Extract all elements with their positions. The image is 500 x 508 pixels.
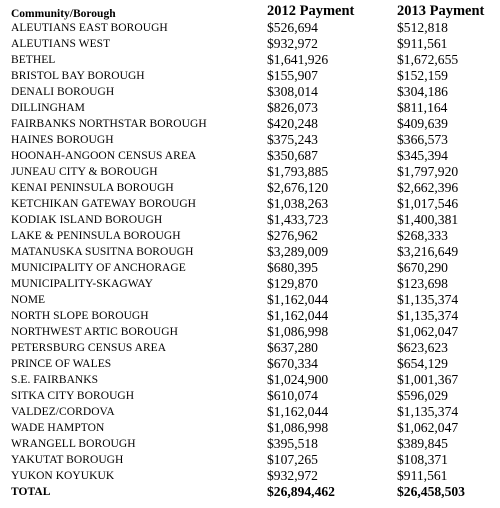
community-name: PETERSBURG CENSUS AREA xyxy=(11,342,167,354)
payment-2013: $596,029 xyxy=(397,388,448,403)
community-name: KENAI PENINSULA BOROUGH xyxy=(11,182,174,194)
table-row xyxy=(11,404,497,420)
payment-2012: $610,074 xyxy=(267,388,318,403)
community-name: MUNICIPALITY-SKAGWAY xyxy=(11,278,153,290)
payment-2013: $1,062,047 xyxy=(397,324,459,339)
payment-2013: $304,186 xyxy=(397,84,448,99)
community-name: ALEUTIANS WEST xyxy=(11,38,111,50)
table-row xyxy=(11,308,497,324)
payment-2013: $389,845 xyxy=(397,436,448,451)
payment-table xyxy=(11,1,497,500)
payment-2013: $1,400,381 xyxy=(397,212,459,227)
table-row xyxy=(11,276,497,292)
payment-2013: $654,129 xyxy=(397,356,448,371)
payment-2013: $670,290 xyxy=(397,260,448,275)
community-name: JUNEAU CITY & BOROUGH xyxy=(11,166,158,178)
payment-2013: $911,561 xyxy=(397,468,448,483)
community-name: YUKON KOYUKUK xyxy=(11,470,115,482)
payment-2012: $420,248 xyxy=(267,116,318,131)
payment-2012: $1,793,885 xyxy=(267,164,329,179)
payment-2013: $1,797,920 xyxy=(397,164,459,179)
community-name: NORTH SLOPE BOROUGH xyxy=(11,310,149,322)
payment-2012: $932,972 xyxy=(267,468,318,483)
table-row xyxy=(11,340,497,356)
table-row xyxy=(11,292,497,308)
table-row xyxy=(11,260,497,276)
table-row xyxy=(11,116,497,132)
community-name: DENALI BOROUGH xyxy=(11,86,115,98)
community-name: WRANGELL BOROUGH xyxy=(11,438,136,450)
community-name: S.E. FAIRBANKS xyxy=(11,374,99,386)
payment-2012: $395,518 xyxy=(267,436,318,451)
payment-2012: $2,676,120 xyxy=(267,180,329,195)
community-name: MATANUSKA SUSITNA BOROUGH xyxy=(11,246,194,258)
payment-2012: $350,687 xyxy=(267,148,318,163)
payment-document xyxy=(11,1,497,500)
table-row xyxy=(11,84,497,100)
payment-2012: $680,395 xyxy=(267,260,318,275)
payment-2013: $268,333 xyxy=(397,228,448,243)
community-name: LAKE & PENINSULA BOROUGH xyxy=(11,230,181,242)
payment-2012: $1,086,998 xyxy=(267,420,329,435)
table-row xyxy=(11,420,497,436)
community-name: HAINES BOROUGH xyxy=(11,134,114,146)
community-name: BETHEL xyxy=(11,54,56,66)
community-name: BRISTOL BAY BOROUGH xyxy=(11,70,145,82)
table-row xyxy=(11,356,497,372)
payment-2013: $1,672,655 xyxy=(397,52,459,67)
payment-2012: $155,907 xyxy=(267,68,318,83)
header-2013-payment: 2013 Payment xyxy=(397,3,485,19)
payment-2012: $107,265 xyxy=(267,452,318,467)
table-row xyxy=(11,52,497,68)
table-row xyxy=(11,36,497,52)
table-row xyxy=(11,436,497,452)
payment-2012: $308,014 xyxy=(267,84,318,99)
community-name: SITKA CITY BOROUGH xyxy=(11,390,135,402)
payment-2012: $932,972 xyxy=(267,36,318,51)
table-row xyxy=(11,228,497,244)
community-name: VALDEZ/CORDOVA xyxy=(11,406,115,418)
payment-2013: $409,639 xyxy=(397,116,448,131)
payment-2013: $1,001,367 xyxy=(397,372,459,387)
payment-2012: $3,289,009 xyxy=(267,244,329,259)
table-row xyxy=(11,20,497,36)
community-name: KODIAK ISLAND BOROUGH xyxy=(11,214,163,226)
payment-2012: $526,694 xyxy=(267,20,318,35)
header-community: Community/Borough xyxy=(11,8,116,20)
payment-2012: $129,870 xyxy=(267,276,318,291)
community-name: WADE HAMPTON xyxy=(11,422,105,434)
table-row xyxy=(11,100,497,116)
community-name: PRINCE OF WALES xyxy=(11,358,112,370)
payment-2012: $1,433,723 xyxy=(267,212,329,227)
total-row xyxy=(11,484,497,500)
table-row xyxy=(11,468,497,484)
payment-2012: $1,086,998 xyxy=(267,324,329,339)
payment-2013: $345,394 xyxy=(397,148,448,163)
community-name: HOONAH-ANGOON CENSUS AREA xyxy=(11,150,197,162)
payment-2013: $152,159 xyxy=(397,68,448,83)
table-row xyxy=(11,132,497,148)
payment-2013: $2,662,396 xyxy=(397,180,459,195)
table-row xyxy=(11,452,497,468)
payment-2012: $1,162,044 xyxy=(267,292,329,307)
table-row xyxy=(11,180,497,196)
payment-2012: $1,024,900 xyxy=(267,372,329,387)
payment-2013: $1,135,374 xyxy=(397,292,459,307)
payment-2012: $1,162,044 xyxy=(267,404,329,419)
payment-2012: $276,962 xyxy=(267,228,318,243)
payment-2013: $1,135,374 xyxy=(397,308,459,323)
community-name: MUNICIPALITY OF ANCHORAGE xyxy=(11,262,186,274)
community-name: FAIRBANKS NORTHSTAR BOROUGH xyxy=(11,118,207,130)
payment-2012: $375,243 xyxy=(267,132,318,147)
table-row xyxy=(11,244,497,260)
community-name: NOME xyxy=(11,294,46,306)
payment-2012: $1,641,926 xyxy=(267,52,329,67)
community-name: YAKUTAT BOROUGH xyxy=(11,454,124,466)
header-row xyxy=(11,1,497,20)
total-2012: $26,894,462 xyxy=(267,484,335,499)
payment-2012: $826,073 xyxy=(267,100,318,115)
header-2012-payment: 2012 Payment xyxy=(267,3,355,19)
payment-2013: $3,216,649 xyxy=(397,244,459,259)
table-header xyxy=(11,1,497,20)
table-row xyxy=(11,388,497,404)
payment-2013: $366,573 xyxy=(397,132,448,147)
community-name: KETCHIKAN GATEWAY BOROUGH xyxy=(11,198,197,210)
payment-2013: $108,371 xyxy=(397,452,448,467)
table-row xyxy=(11,324,497,340)
community-name: DILLINGHAM xyxy=(11,102,85,114)
total-2013: $26,458,503 xyxy=(397,484,465,499)
table-row xyxy=(11,68,497,84)
payment-2012: $670,334 xyxy=(267,356,318,371)
table-row xyxy=(11,212,497,228)
payment-2013: $623,623 xyxy=(397,340,448,355)
total-label: TOTAL xyxy=(11,486,51,498)
payment-2012: $1,162,044 xyxy=(267,308,329,323)
community-name: NORTHWEST ARTIC BOROUGH xyxy=(11,326,178,338)
table-row xyxy=(11,164,497,180)
table-row xyxy=(11,372,497,388)
table-row xyxy=(11,196,497,212)
payment-2013: $123,698 xyxy=(397,276,448,291)
payment-2012: $637,280 xyxy=(267,340,318,355)
table-body xyxy=(11,20,497,500)
payment-2013: $512,818 xyxy=(397,20,448,35)
payment-2013: $1,135,374 xyxy=(397,404,459,419)
community-name: ALEUTIANS EAST BOROUGH xyxy=(11,22,168,34)
table-row xyxy=(11,148,497,164)
payment-2013: $1,017,546 xyxy=(397,196,459,211)
payment-2013: $911,561 xyxy=(397,36,448,51)
payment-2012: $1,038,263 xyxy=(267,196,329,211)
payment-2013: $811,164 xyxy=(397,100,448,115)
payment-2013: $1,062,047 xyxy=(397,420,459,435)
